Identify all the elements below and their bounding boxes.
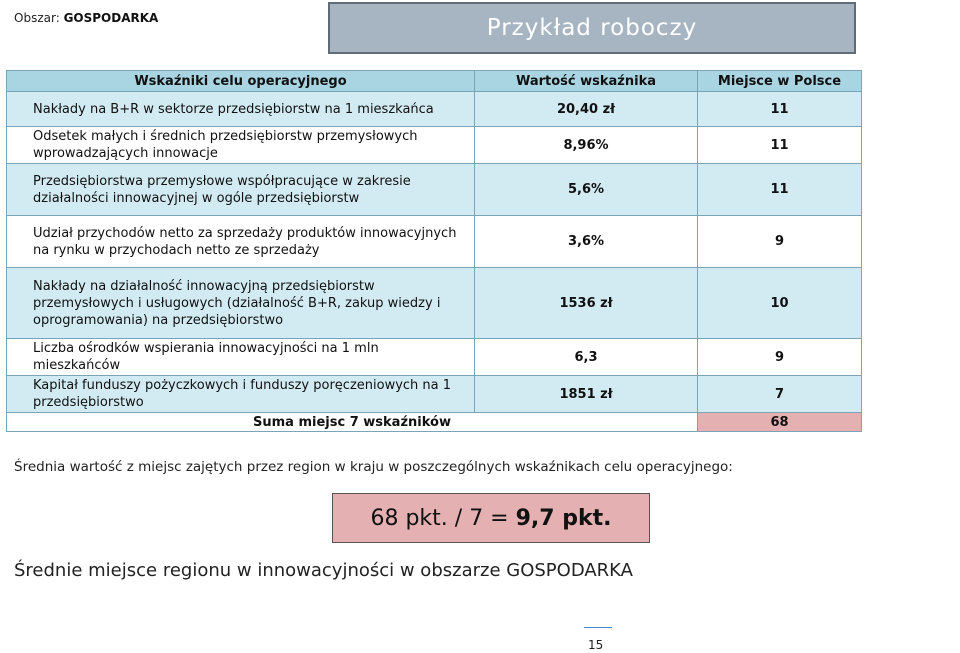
result-value: 9,7 pkt.	[515, 505, 612, 531]
header-indicator: Wskaźniki celu operacyjnego	[7, 71, 475, 92]
indicator-place: 11	[698, 164, 862, 216]
sum-value: 68	[698, 413, 862, 432]
table-row	[7, 164, 862, 216]
area-label	[14, 11, 158, 25]
result-box	[332, 493, 650, 543]
indicators-table	[6, 70, 862, 432]
page-number: 15	[588, 638, 604, 652]
header-place: Miejsce w Polsce	[698, 71, 862, 92]
indicator-desc: Przedsiębiorstwa przemysłowe współpracujące w zakresie działalności innowacyjnej w ogóle przedsiębiorstw	[7, 164, 475, 216]
area-name: GOSPODARKA	[63, 11, 159, 25]
page-divider	[584, 627, 612, 628]
indicator-desc: Nakłady na B+R w sektorze przedsiębiorstw na 1 mieszkańca	[7, 92, 475, 127]
indicator-value: 1536 zł	[475, 268, 698, 339]
indicator-value: 6,3	[475, 339, 698, 376]
indicator-value: 1851 zł	[475, 376, 698, 413]
example-banner	[328, 2, 856, 54]
indicator-place: 11	[698, 92, 862, 127]
area-prefix: Obszar:	[14, 11, 60, 25]
table-row	[7, 339, 862, 376]
indicator-value: 20,40 zł	[475, 92, 698, 127]
table-header-row	[7, 71, 862, 92]
indicator-value: 8,96%	[475, 127, 698, 164]
indicator-desc: Liczba ośrodków wspierania innowacyjności na 1 mln mieszkańców	[7, 339, 475, 376]
indicator-place: 9	[698, 339, 862, 376]
table-row	[7, 376, 862, 413]
indicator-value: 3,6%	[475, 216, 698, 268]
summary-text: Średnie miejsce regionu w innowacyjności w obszarze GOSPODARKA	[14, 560, 633, 581]
sum-row	[7, 413, 862, 432]
indicator-desc: Nakłady na działalność innowacyjną przedsiębiorstw przemysłowych i usługowych (działalność B+R, zakup wiedzy i oprogramowania) na przedsiębiorstwo	[7, 268, 475, 339]
header-value: Wartość wskaźnika	[475, 71, 698, 92]
result-formula: 68 pkt. / 7 =	[370, 505, 509, 531]
sum-label: Suma miejsc 7 wskaźników	[7, 413, 698, 432]
average-description: Średnia wartość z miejsc zajętych przez region w kraju w poszczególnych wskaźnikach celu operacyjnego:	[14, 459, 733, 475]
indicator-place: 10	[698, 268, 862, 339]
table-row	[7, 268, 862, 339]
indicator-place: 9	[698, 216, 862, 268]
indicator-place: 7	[698, 376, 862, 413]
indicator-value: 5,6%	[475, 164, 698, 216]
table-row	[7, 127, 862, 164]
table-row	[7, 92, 862, 127]
indicator-desc: Odsetek małych i średnich przedsiębiorstw przemysłowych wprowadzających innowacje	[7, 127, 475, 164]
table-row	[7, 216, 862, 268]
indicator-desc: Kapitał funduszy pożyczkowych i funduszy poręczeniowych na 1 przedsiębiorstwo	[7, 376, 475, 413]
example-label: Przykład roboczy	[486, 15, 698, 41]
indicator-place: 11	[698, 127, 862, 164]
indicator-desc: Udział przychodów netto za sprzedaży produktów innowacyjnych na rynku w przychodach netto ze sprzedaży	[7, 216, 475, 268]
